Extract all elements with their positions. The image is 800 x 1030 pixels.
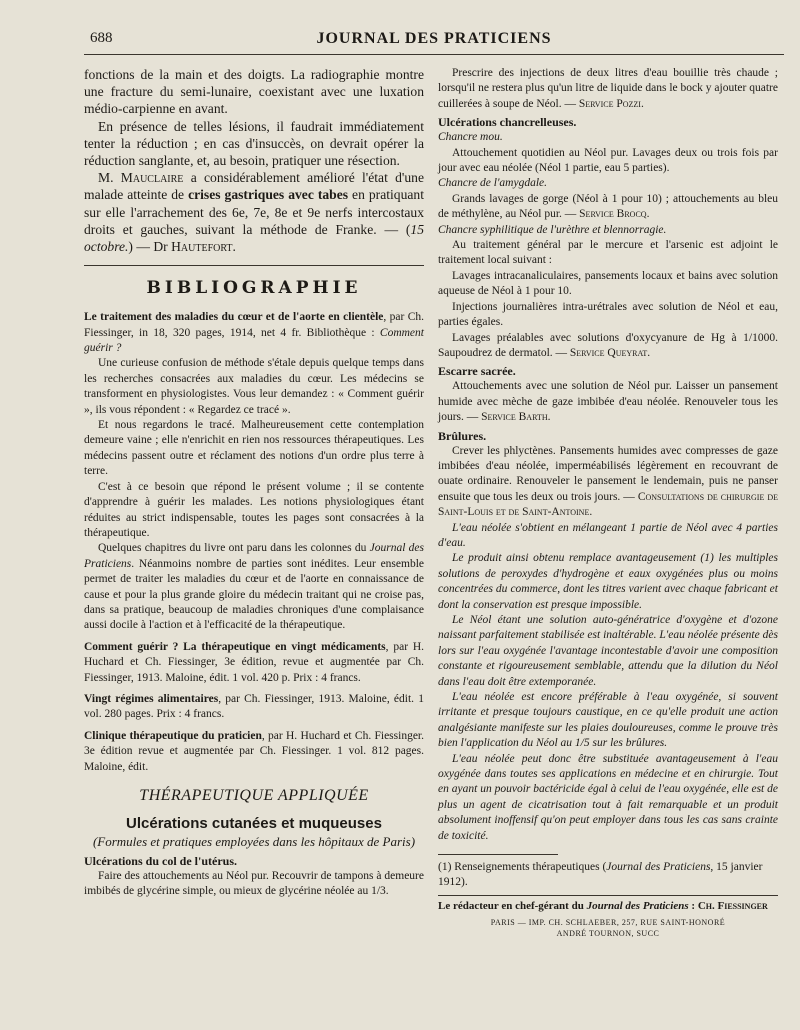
biblio-entry: Le traitement des maladies du cœur et de l'aorte en clientèle, par Ch. Fiessinger, in 18, 320 pages, 1914, net 4 fr. Bibliothèque : Comment guérir ?: [84, 311, 425, 355]
paragraph: Au traitement général par le mercure et l'arsenic est adjoint le traitement local suivant :: [438, 239, 778, 267]
paragraph: Injections journalières intra-urétrales avec solution de Néol et eau, parties égales.: [438, 300, 778, 329]
paragraph: Lavages intracanaliculaires, pansements locaux et bains avec solution aqueuse de Néol à 1 pour 10.: [438, 269, 778, 298]
paragraph: Prescrire des injections de deux litres d'eau bouillie très chaude ; lorsqu'il ne restera plus qu'un litre de liquide dans le bock y ajouter quatre cuillerées à soupe de Néol. — Service Pozzi.: [438, 67, 778, 110]
paragraph: L'eau néolée s'obtient en mélangeant 1 partie de Néol avec 4 parties d'eau.: [438, 521, 778, 549]
paragraph: C'est à ce besoin que répond le présent volume ; il se contente d'apprendre à guérir les malades. Les notions physiologiques étant réduites au strict indispensable, toutes les pages sont consacrées à la thérapeutique.: [84, 480, 424, 539]
paragraph: Une curieuse confusion de méthode s'étale depuis quelque temps dans les recherches consacrées aux maladies du cœur. Les médecins se transforment en physiologistes. Vous leur demandez : « Comment guérir », ils vous répondent : « Regardez ce tracé ».: [84, 357, 424, 416]
paragraph: fonctions de la main et des doigts. La radiographie montre une fracture du semi-lunaire, coexistant avec une luxation médio-carpienne en avant.: [84, 67, 424, 117]
subsection-heading: Ulcérations du col de l'utérus.: [84, 854, 237, 869]
right-column: [438, 66, 778, 939]
author-signature: Hautefort.: [171, 239, 236, 255]
footnote: (1) Renseignements thérapeutiques (Journal des Praticiens, 15 janvier 1912).: [438, 861, 763, 888]
biblio-entry: Clinique thérapeutique du praticien, par H. Huchard et Ch. Fiessinger. 3e édition revue et augmentée par Ch. Fiessinger. 1 vol. 812 pages. Maloine, édit.: [84, 729, 424, 773]
paragraph: Grands lavages de gorge (Néol à 1 pour 10) ; attouchements au bleu de méthylène, au Néol pur. — Service Brocq.: [438, 192, 778, 221]
page-number: 688: [90, 30, 113, 46]
subsection-heading: Brûlures.: [438, 428, 487, 443]
paragraph: Faire des attouchements au Néol pur. Recouvrir de tampons à demeure imbibés de glycérine simple, ou mieux de glycérine néolée au 1/3.: [84, 870, 424, 898]
section-heading-bibliographie: BIBLIOGRAPHIE: [84, 265, 424, 298]
paragraph: L'eau néolée est encore préférable à l'eau oxygénée, si souvent irritante et presque toujours caustique, en ce qu'elle produit une action analgésiante manifeste sur les plaies douloureuses, comme le prouve très bien l'application du Néol au 1/5 sur les brûlures.: [438, 691, 778, 750]
printer-imprint: PARIS — IMP. CH. SCHLAEBER, 257, RUE SAINT-HONORÉ ANDRÉ TOURNON, SUCC: [490, 918, 726, 939]
author-name: Mauclaire: [120, 170, 184, 186]
page-header: [84, 30, 784, 54]
paragraph: Attouchements avec une solution de Néol pur. Laisser un pansement humide avec mèche de gaze imbibée d'eau néolée. Renouveler tous les jours. — Service Barth.: [438, 380, 778, 424]
subheading: Chancre syphilitique de l'urèthre et blennorragie.: [438, 223, 667, 236]
article-title: Ulcérations cutanées et muqueuses: [126, 815, 382, 833]
subheading: Chancre de l'amygdale.: [438, 177, 548, 190]
subsection-heading: Escarre sacrée.: [438, 364, 516, 379]
paragraph: Le produit ainsi obtenu remplace avantageusement (1) les multiples solutions de peroxydes d'hydrogène et eaux oxygénées plus ou moins concentrées du commerce, dont les titres varient avec chaque fabricant et dont la conservation est presque impossible.: [438, 552, 778, 611]
biblio-entry: Comment guérir ? La thérapeutique en vingt médicaments, par H. Huchard et Ch. Fiessinger, 3e édition, revue et augmentée par Ch. Fiessinger, 1913. Maloine, édit. 1 vol. 420 p. Prix : 4 francs.: [84, 640, 425, 684]
biblio-entry: Vingt régimes alimentaires, par Ch. Fiessinger, 1913. Maloine, édit. 1 vol. 280 pages. Prix : 4 francs.: [84, 692, 424, 721]
section-heading-therapeutique: THÉRAPEUTIQUE APPLIQUÉE: [139, 787, 369, 805]
editor-rule: [438, 895, 778, 896]
paragraph: Quelques chapitres du livre ont paru dans les colonnes du Journal des Praticiens. Néanmoins nombre de parties sont inédites. Leur ensemble permet de traiter les maladies du cœur et de l'aorte en connaissance de cause et pour la plus grande gloire du médecin traitant qui ne croise pas, dans sa pratique, beaucoup de maladies chroniques d'une complaisance aussi docile à l'action et à l'efficacité de la thérapeutique.: [84, 542, 424, 632]
subsection-heading: Ulcérations chancrelleuses.: [438, 115, 577, 130]
header-rule: [84, 54, 784, 55]
paragraph: Crever les phlyctènes. Pansements humides avec compresses de gaze imbibées d'eau néolée, imperméabilisés légèrement en recouvrant de ouate ordinaire. Renouveler le pansement le lendemain, puis ne panser ensuite que tous les deux ou trois jours. — Consultations de chirurgie de Saint-Louis et de Saint-Antoine.: [438, 444, 778, 519]
article-subtitle: (Formules et pratiques employées dans les hôpitaux de Paris): [92, 834, 416, 850]
paragraph: M. Mauclaire a considérablement amélioré l'état d'une malade atteinte de crises gastriques avec tabes en pratiquant sur elle l'arrachement des 6e, 7e, 8e et 9e nerfs intercostaux droits et gauches, suivant la méthode de Franke. — (15 octobre.) — Dr Hautefort.: [84, 170, 425, 255]
footnote-rule: [438, 854, 558, 855]
paragraph: L'eau néolée peut donc être substituée avantageusement à l'eau oxygénée dans toutes ses applications en médecine et en chirurgie. Tout en ayant un pouvoir bactéricide égal à celui de l'eau oxygénée, elle est de plus un agent de cicatrisation tout à fait remarquable et un produit absolument inoffensif qu'on peut employer dans tous les cas sans crainte de toxicité.: [438, 752, 778, 842]
paragraph: Le Néol étant une solution auto-génératrice d'oxygène et d'ozone naissant parfaitement stabilisée est inaltérable. L'eau néolée présente dès lors sur l'eau oxygénée l'avantage incontestable d'avoir une composition constante et rigoureusement semblable, attendu que la dilution du Néol dans l'eau doit être extemporanée.: [438, 614, 778, 688]
journal-title: JOURNAL DES PRATICIENS: [316, 30, 552, 47]
paragraph: Et nous regardons le tracé. Malheureusement cette contemplation demeure vaine ; elle n'enrichit en rien nos ressources thérapeutiques. Les médecins passent outre et réclament des notions d'un ordre plus terre à terre.: [84, 419, 424, 478]
paragraph: Lavages préalables avec solutions d'oxycyanure de Hg à 1/1000. Saupoudrez de dermatol. — Service Queyrat.: [438, 331, 778, 359]
editor-line: Le rédacteur en chef-gérant du Journal des Praticiens : Ch. Fiessinger: [438, 900, 768, 913]
paragraph: En présence de telles lésions, il faudrait immédiatement tenter la réduction ; en cas d'insuccès, on devrait opérer la réduction sanglante, et, au besoin, pratiquer une résection.: [84, 118, 424, 169]
subheading: Chancre mou.: [438, 131, 503, 144]
paragraph: Attouchement quotidien au Néol pur. Lavages deux ou trois fois par jour avec eau néolée (Néol 1 partie, eau 5 parties).: [438, 146, 778, 175]
left-column: [84, 66, 424, 900]
